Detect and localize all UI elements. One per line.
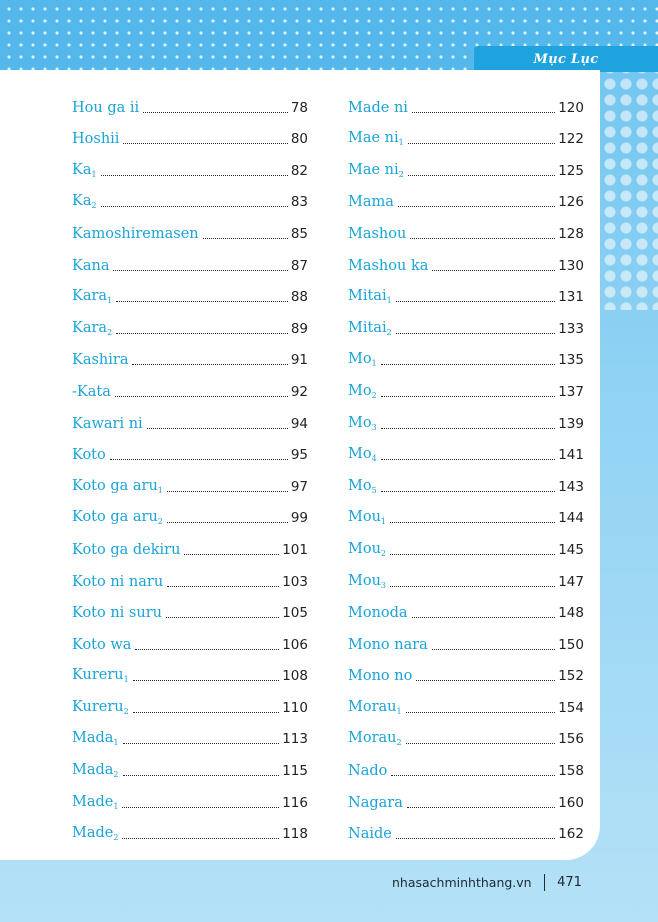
toc-entry-page: 91 <box>290 352 308 369</box>
toc-entry-term-text: Kamoshiremasen <box>72 225 199 242</box>
toc-entry-term <box>72 384 111 400</box>
toc-entry[interactable] <box>72 343 308 375</box>
toc-entry-page: 108 <box>282 668 308 685</box>
toc-entry-term <box>348 258 428 274</box>
toc-entry[interactable] <box>72 532 308 564</box>
toc-entry-leader <box>432 649 555 650</box>
toc-entry-term-text: Mono nara <box>348 636 428 653</box>
toc-entry-term-text: Mashou <box>348 225 407 242</box>
toc-entry[interactable] <box>72 817 308 849</box>
toc-entry-subscript: 1 <box>113 801 119 811</box>
toc-entry-page: 87 <box>290 257 308 274</box>
toc-entry-term-text: Nado <box>348 763 388 780</box>
toc-entry-page: 131 <box>558 289 584 306</box>
toc-entry-page: 162 <box>558 826 584 843</box>
toc-entry-term <box>348 795 403 811</box>
toc-page <box>0 70 600 860</box>
toc-entry-page: 150 <box>558 636 584 653</box>
toc-entry-page: 154 <box>558 699 584 716</box>
toc-entry-term <box>72 320 112 337</box>
toc-entry-term-text: Mo <box>348 351 372 368</box>
toc-entry-leader <box>116 301 288 302</box>
toc-entry-leader <box>406 712 556 713</box>
toc-entry-subscript: 1 <box>107 296 113 306</box>
toc-entry-term <box>348 478 377 495</box>
toc-entry-subscript: 3 <box>371 422 377 432</box>
toc-entry-page: 145 <box>558 541 584 558</box>
toc-entry-leader <box>133 712 279 713</box>
toc-entry-term <box>348 162 404 179</box>
toc-entry-leader <box>147 428 288 429</box>
toc-entry-leader <box>390 554 555 555</box>
toc-entry-term <box>72 637 131 653</box>
toc-entry-term-text: Koto wa <box>72 636 132 653</box>
toc-entry-leader <box>381 396 556 397</box>
toc-entry[interactable] <box>72 280 308 312</box>
toc-entry-leader <box>115 396 288 397</box>
toc-entry-term-text: Kureru <box>72 667 124 684</box>
toc-entry-leader <box>396 838 555 839</box>
toc-entry-leader <box>408 175 555 176</box>
toc-entry-subscript: 1 <box>371 359 377 369</box>
toc-entry-page: 82 <box>290 162 308 179</box>
toc-entry-page: 105 <box>282 605 308 622</box>
toc-entry-subscript: 2 <box>123 706 129 716</box>
toc-entry-page: 125 <box>558 162 584 179</box>
toc-entry-term <box>72 699 129 716</box>
toc-entry-term <box>72 258 109 274</box>
toc-entry-term-text: Koto <box>72 447 106 464</box>
toc-entry-term-text: Mitai <box>348 319 387 336</box>
toc-entry-leader <box>184 554 279 555</box>
toc-entry[interactable] <box>72 185 308 217</box>
toc-entry-term <box>348 668 412 684</box>
toc-entry-term-text: Mou <box>348 540 381 557</box>
toc-entry-term-text: Mae ni <box>348 130 399 147</box>
toc-entry-page: 116 <box>282 794 308 811</box>
toc-entry-page: 106 <box>282 636 308 653</box>
toc-entry-subscript: 4 <box>371 454 377 464</box>
toc-entry-term-text: Naide <box>348 826 392 843</box>
toc-entry-subscript: 1 <box>396 706 402 716</box>
toc-entry-term-text: Koto ga aru <box>72 477 158 494</box>
toc-entry[interactable] <box>72 627 308 659</box>
toc-entry[interactable] <box>348 690 584 722</box>
toc-entry-term-text: Mou <box>348 509 381 526</box>
toc-entry-leader <box>407 807 555 808</box>
toc-entry-term-text: Mou <box>348 572 381 589</box>
toc-entry-page: 85 <box>290 225 308 242</box>
toc-column-right <box>348 90 584 848</box>
toc-entry-term <box>72 288 112 305</box>
toc-entry-leader <box>381 428 556 429</box>
toc-entry[interactable] <box>72 153 308 185</box>
toc-entry-term <box>72 447 106 463</box>
toc-entry[interactable] <box>72 785 308 817</box>
toc-entry[interactable] <box>348 374 584 406</box>
toc-entry[interactable] <box>72 690 308 722</box>
toc-entry-term <box>72 574 163 590</box>
toc-entry-leader <box>390 586 555 587</box>
toc-entry-term-text: Made <box>72 825 114 842</box>
toc-entry-term <box>348 100 408 116</box>
toc-entry[interactable] <box>348 153 584 185</box>
toc-entry-subscript: 2 <box>386 327 392 337</box>
side-dot-pattern <box>598 70 658 310</box>
toc-entry-term-text: Kashira <box>72 352 129 369</box>
toc-entry-page: 78 <box>290 99 308 116</box>
toc-entry[interactable] <box>348 564 584 596</box>
toc-entry-term <box>348 699 402 716</box>
toc-entry-page: 95 <box>290 447 308 464</box>
toc-entry-term <box>72 667 129 684</box>
toc-entry-leader <box>166 617 279 618</box>
toc-entry-term <box>72 193 97 210</box>
toc-entry-leader <box>132 364 287 365</box>
toc-entry-leader <box>391 775 555 776</box>
toc-entry-term-text: Mo <box>348 446 372 463</box>
section-tab-label: Mục Lục <box>533 51 599 67</box>
toc-entry-leader <box>396 301 556 302</box>
toc-entry[interactable] <box>72 374 308 406</box>
toc-entry-term-text: Mo <box>348 382 372 399</box>
toc-entry-term <box>348 226 406 242</box>
toc-entry-leader <box>381 491 556 492</box>
toc-entry-page: 128 <box>558 225 584 242</box>
toc-entry[interactable] <box>348 469 584 501</box>
toc-entry-term-text: Kara <box>72 288 108 305</box>
toc-entry-subscript: 5 <box>371 485 377 495</box>
toc-entry-page: 144 <box>558 510 584 527</box>
toc-entry-page: 130 <box>558 257 584 274</box>
toc-entry[interactable] <box>348 659 584 691</box>
toc-entry[interactable] <box>348 722 584 754</box>
toc-entry-term <box>348 415 377 432</box>
toc-entry-term <box>72 542 180 558</box>
toc-entry-page: 92 <box>290 383 308 400</box>
toc-entry-term <box>72 226 199 242</box>
toc-entry-subscript: 3 <box>380 580 387 590</box>
toc-entry-term-text: Made ni <box>348 99 408 116</box>
footer-site: nhasachminhthang.vn <box>392 874 532 890</box>
toc-entry-term-text: Nagara <box>348 794 403 811</box>
toc-entry-term <box>72 730 119 747</box>
toc-entry-leader <box>122 807 279 808</box>
toc-column-left <box>72 90 308 848</box>
toc-entry-term-text: -Kata <box>72 383 111 400</box>
toc-entry-page: 137 <box>558 383 584 400</box>
toc-entry-page: 88 <box>290 289 308 306</box>
toc-entry-page: 158 <box>558 763 584 780</box>
toc-entry-subscript: 1 <box>113 738 119 748</box>
section-tab <box>474 46 658 72</box>
toc-entry-leader <box>412 617 556 618</box>
toc-entry-page: 133 <box>558 320 584 337</box>
toc-entry-leader <box>167 522 288 523</box>
toc-entry-term-text: Ka <box>72 193 92 210</box>
page-number: 471 <box>557 874 582 890</box>
toc-entry[interactable] <box>72 469 308 501</box>
toc-entry-subscript: 2 <box>371 390 377 400</box>
toc-entry[interactable] <box>348 817 584 849</box>
toc-entry[interactable] <box>348 438 584 470</box>
toc-entry-term <box>348 288 392 305</box>
toc-entry-term <box>72 162 97 179</box>
toc-entry[interactable] <box>72 248 308 280</box>
toc-entry-page: 99 <box>290 510 308 527</box>
toc-entry-page: 143 <box>558 478 584 495</box>
toc-entry-page: 118 <box>282 826 308 843</box>
toc-entry[interactable] <box>348 185 584 217</box>
toc-entry-leader <box>101 175 288 176</box>
toc-entry-term <box>348 605 408 621</box>
toc-entry[interactable] <box>72 90 308 122</box>
toc-entry-subscript: 1 <box>123 675 129 685</box>
toc-entry-page: 101 <box>282 541 308 558</box>
toc-entry-leader <box>432 270 555 271</box>
toc-entry[interactable] <box>72 753 308 785</box>
page-footer <box>392 872 582 892</box>
toc-entry-leader <box>133 680 279 681</box>
toc-entry-leader <box>390 522 555 523</box>
toc-entry-term <box>72 416 143 432</box>
toc-entry-subscript: 1 <box>157 485 163 495</box>
toc-entry-term-text: Koto ga aru <box>72 509 158 526</box>
toc-entry[interactable] <box>348 501 584 533</box>
toc-entry-page: 80 <box>290 131 308 148</box>
toc-entry-page: 139 <box>558 415 584 432</box>
toc-entry[interactable] <box>348 248 584 280</box>
toc-entry-leader <box>410 238 555 239</box>
toc-entry-page: 152 <box>558 668 584 685</box>
toc-entry-term <box>72 509 163 526</box>
toc-entry-term-text: Made <box>72 793 114 810</box>
toc-entry-term-text: Mitai <box>348 288 387 305</box>
toc-entry-leader <box>116 333 288 334</box>
toc-entry-term-text: Koto ni naru <box>72 573 164 590</box>
toc-entry-subscript: 1 <box>91 169 97 179</box>
toc-entry-page: 126 <box>558 194 584 211</box>
toc-entry-leader <box>416 680 555 681</box>
toc-entry-page: 83 <box>290 194 308 211</box>
toc-entry-page: 148 <box>558 605 584 622</box>
toc-entry-term <box>72 100 139 116</box>
toc-entry[interactable] <box>348 122 584 154</box>
toc-entry-term <box>72 131 119 147</box>
toc-entry-subscript: 2 <box>157 517 163 527</box>
toc-entry-term <box>348 637 428 653</box>
toc-entry-term-text: Mo <box>348 477 372 494</box>
toc-entry-term-text: Mama <box>348 194 394 211</box>
toc-entry[interactable] <box>348 785 584 817</box>
toc-entry[interactable] <box>348 90 584 122</box>
toc-entry[interactable] <box>72 311 308 343</box>
toc-entry-leader <box>167 491 288 492</box>
toc-entry-leader <box>143 112 288 113</box>
toc-entry[interactable] <box>348 343 584 375</box>
toc-entry-term <box>348 446 377 463</box>
toc-entry-leader <box>396 333 556 334</box>
toc-entry[interactable] <box>348 280 584 312</box>
toc-entry-leader <box>412 112 555 113</box>
toc-entry-subscript: 2 <box>380 548 387 558</box>
toc-entry-subscript: 2 <box>91 201 97 211</box>
toc-entry-page: 120 <box>558 99 584 116</box>
toc-entry-leader <box>398 206 555 207</box>
toc-entry-page: 135 <box>558 352 584 369</box>
toc-entry-term <box>72 794 118 811</box>
toc-entry-page: 94 <box>290 415 308 432</box>
toc-entry-term-text: Mada <box>72 730 114 747</box>
toc-entry[interactable] <box>348 216 584 248</box>
toc-entry[interactable] <box>72 564 308 596</box>
toc-entry[interactable] <box>348 596 584 628</box>
toc-entry-term-text: Mae ni <box>348 161 399 178</box>
toc-entry-term <box>72 352 128 368</box>
toc-entry-leader <box>381 459 556 460</box>
toc-entry[interactable] <box>72 596 308 628</box>
toc-entry-term-text: Hoshii <box>72 131 120 148</box>
toc-entry-page: 156 <box>558 731 584 748</box>
toc-entry[interactable] <box>348 753 584 785</box>
toc-entry-page: 110 <box>282 699 308 716</box>
toc-entry-page: 97 <box>290 478 308 495</box>
toc-entry[interactable] <box>72 722 308 754</box>
toc-entry-term <box>348 383 377 400</box>
toc-entry[interactable] <box>348 406 584 438</box>
toc-entry-term <box>348 130 404 147</box>
toc-entry[interactable] <box>72 659 308 691</box>
toc-entry-page: 103 <box>282 573 308 590</box>
toc-entry[interactable] <box>72 406 308 438</box>
toc-entry-leader <box>381 364 556 365</box>
toc-entry-leader <box>135 649 279 650</box>
toc-entry-subscript: 1 <box>386 296 392 306</box>
toc-entry-leader <box>123 775 280 776</box>
toc-entry[interactable] <box>72 501 308 533</box>
toc-entry-subscript: 2 <box>113 833 119 843</box>
toc-entry-term <box>348 194 394 210</box>
toc-entry-term-text: Mashou ka <box>348 257 429 274</box>
toc-entry-term <box>348 826 392 842</box>
toc-entry-page: 115 <box>282 763 308 780</box>
toc-entry-term <box>348 730 402 747</box>
toc-entry[interactable] <box>72 122 308 154</box>
toc-entry-leader <box>123 143 287 144</box>
toc-entry-term-text: Kara <box>72 319 108 336</box>
toc-entry-subscript: 2 <box>398 169 404 179</box>
toc-entry[interactable] <box>348 311 584 343</box>
toc-entry-subscript: 2 <box>113 770 119 780</box>
toc-entry-term-text: Koto ni suru <box>72 605 162 622</box>
toc-entry-term-text: Morau <box>348 730 397 747</box>
toc-entry-term <box>348 763 387 779</box>
toc-entry-leader <box>113 270 287 271</box>
toc-entry-page: 113 <box>282 731 308 748</box>
toc-entry-term-text: Ka <box>72 161 92 178</box>
toc-entry-page: 141 <box>558 447 584 464</box>
toc-entry-term <box>72 605 162 621</box>
footer-separator <box>544 874 546 891</box>
toc-entry-page: 160 <box>558 794 584 811</box>
toc-entry-term <box>348 320 392 337</box>
toc-entry-leader <box>406 743 556 744</box>
toc-entry-term-text: Kawari ni <box>72 415 143 432</box>
toc-entry-page: 122 <box>558 131 584 148</box>
toc-entry-term <box>348 573 386 590</box>
toc-entry-leader <box>123 743 280 744</box>
toc-entry[interactable] <box>72 216 308 248</box>
toc-entry-term <box>348 351 377 368</box>
toc-entry-term-text: Mono no <box>348 668 413 685</box>
toc-entry-subscript: 1 <box>380 517 387 527</box>
toc-entry-term-text: Kureru <box>72 698 124 715</box>
toc-entry-subscript: 2 <box>107 327 113 337</box>
toc-entry-term <box>348 541 386 558</box>
toc-entry-subscript: 1 <box>398 138 404 148</box>
toc-entry[interactable] <box>348 627 584 659</box>
toc-entry-term <box>72 762 119 779</box>
toc-entry-term <box>72 825 118 842</box>
toc-entry-page: 147 <box>558 573 584 590</box>
toc-entry-term-text: Mo <box>348 414 372 431</box>
toc-entry-leader <box>101 206 288 207</box>
toc-entry[interactable] <box>348 532 584 564</box>
toc-entry-leader <box>122 838 279 839</box>
toc-entry-term-text: Morau <box>348 698 397 715</box>
toc-entry-term <box>72 478 163 495</box>
toc-entry-term-text: Monoda <box>348 605 408 622</box>
toc-entry-leader <box>167 586 279 587</box>
toc-entry-term-text: Hou ga ii <box>72 99 140 116</box>
toc-entry-term <box>348 509 386 526</box>
toc-entry-leader <box>408 143 555 144</box>
toc-entry-term-text: Kana <box>72 257 110 274</box>
toc-entry-term-text: Mada <box>72 762 114 779</box>
toc-entry[interactable] <box>72 438 308 470</box>
toc-entry-leader <box>110 459 288 460</box>
toc-entry-leader <box>203 238 288 239</box>
toc-entry-subscript: 2 <box>396 738 402 748</box>
toc-entry-term-text: Koto ga dekiru <box>72 541 181 558</box>
toc-entry-page: 89 <box>290 320 308 337</box>
